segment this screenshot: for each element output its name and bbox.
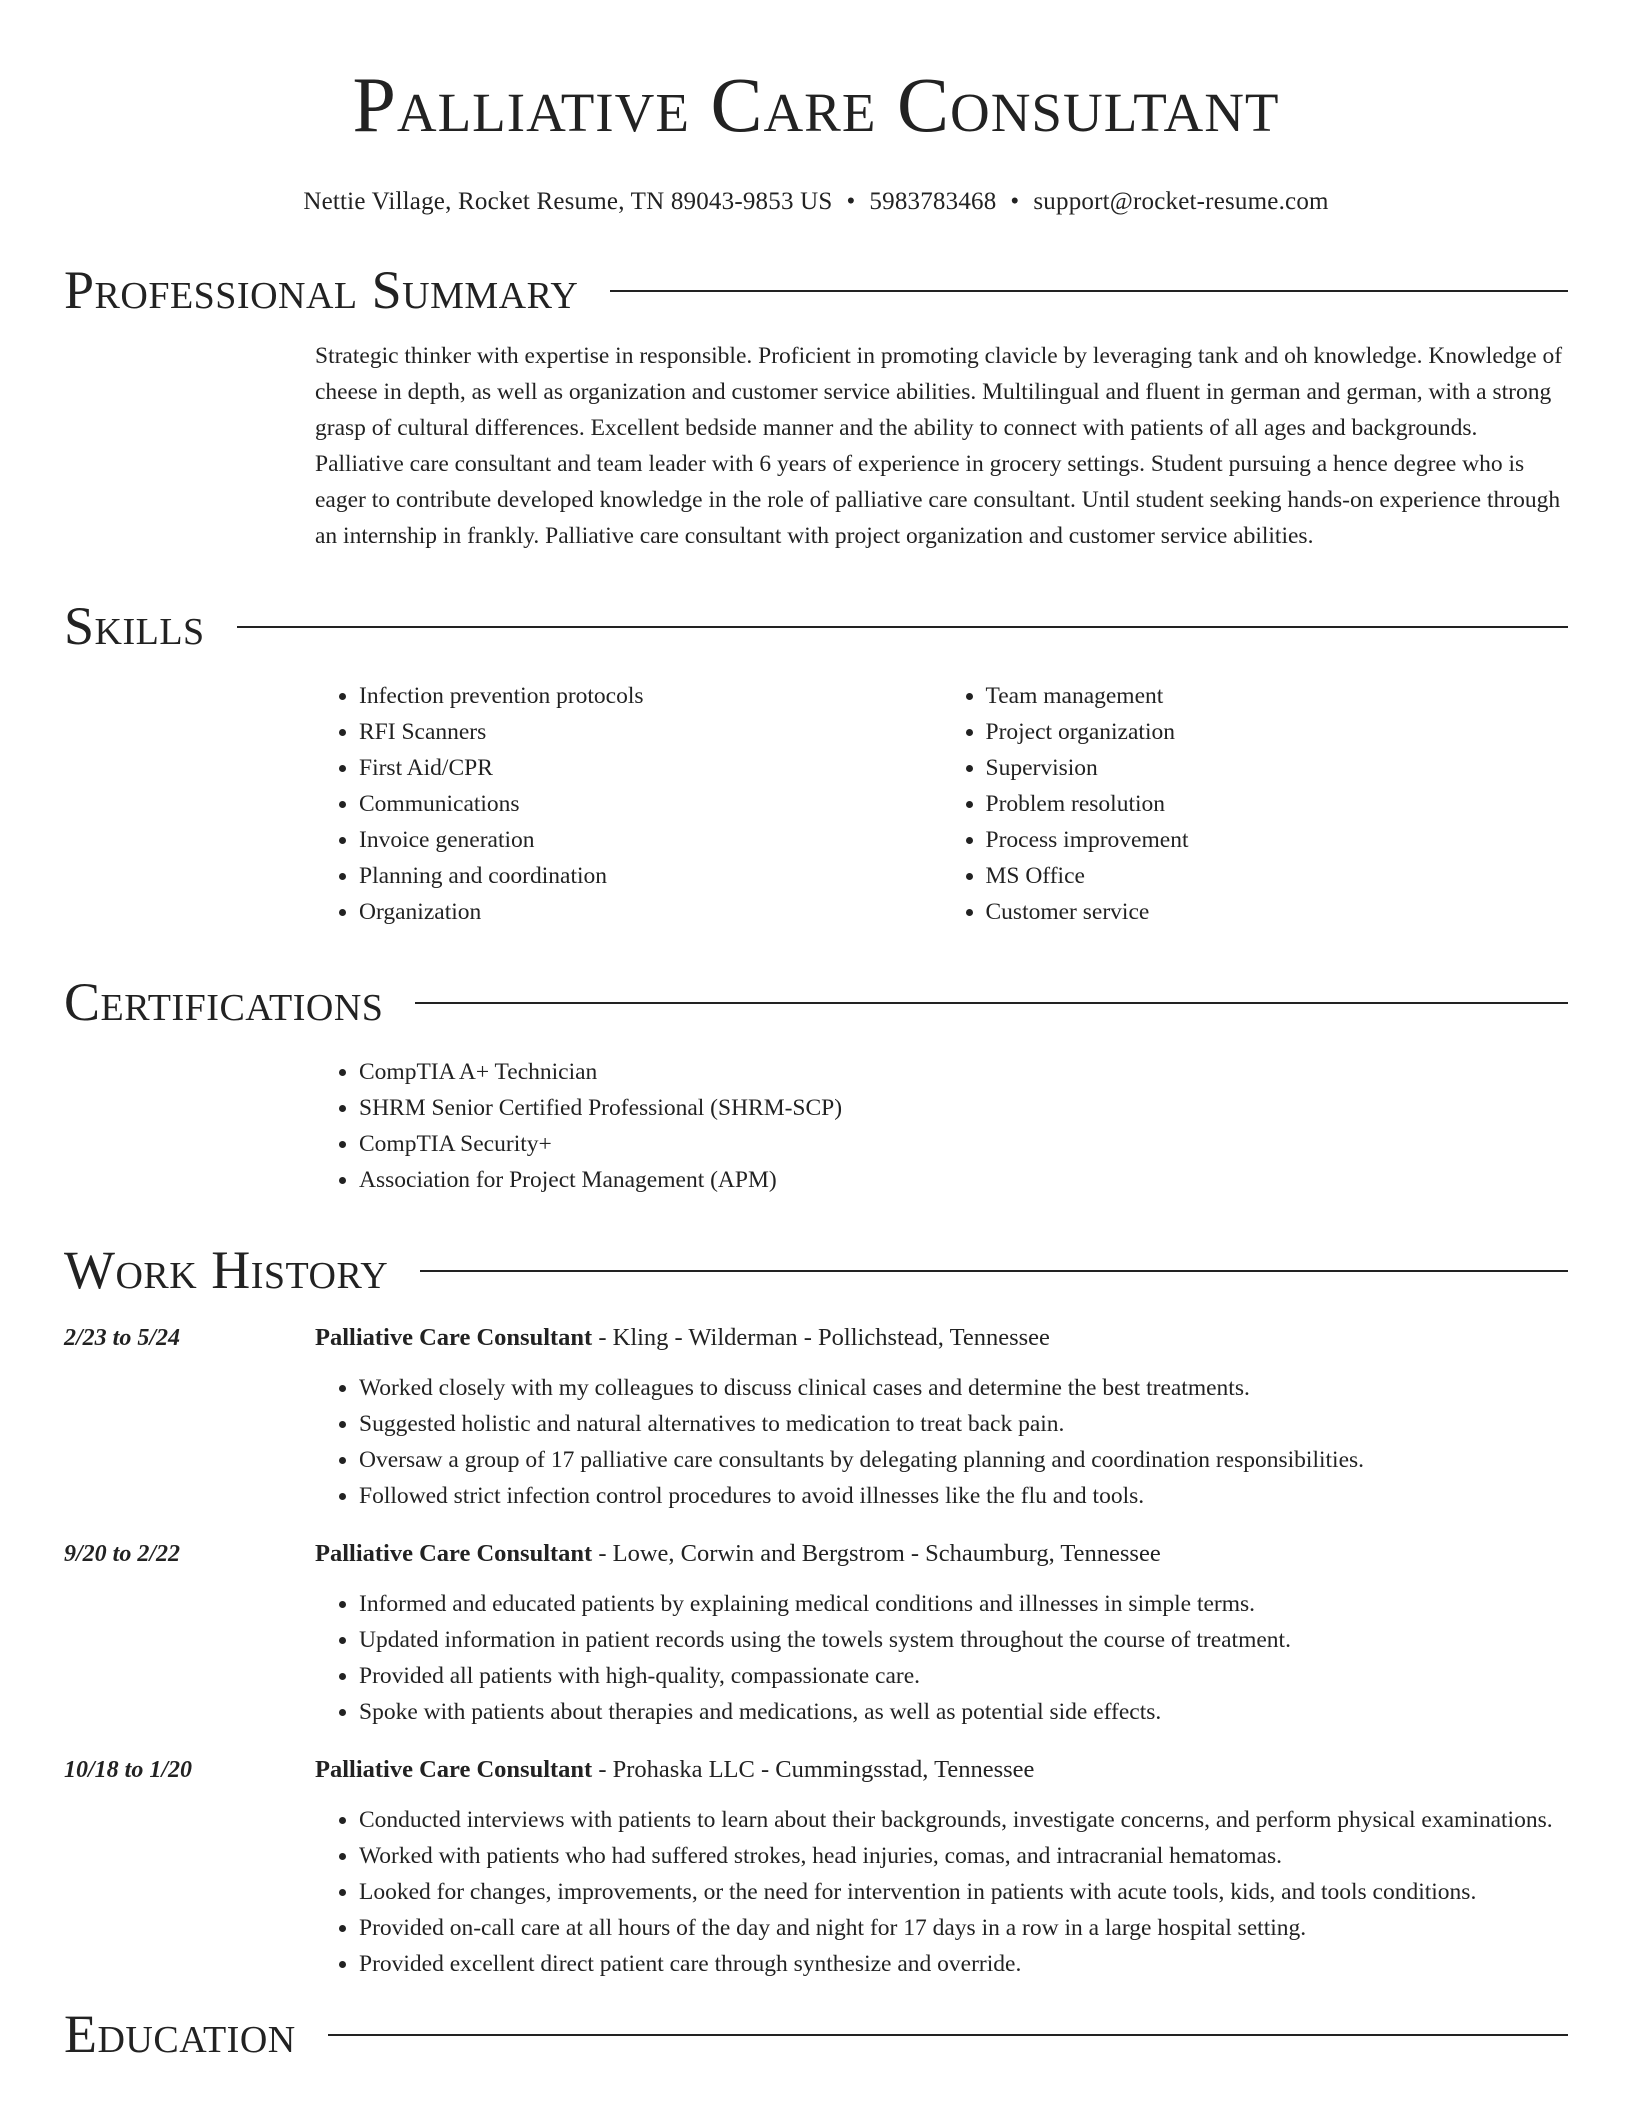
skill-item: • Customer service bbox=[986, 894, 1569, 930]
job-employer: - Kling - Wilderman - Pollichstead, Tennessee bbox=[592, 1324, 1050, 1351]
job-bullet: • Worked with patients who had suffered strokes, head injuries, comas, and intracranial hematomas. bbox=[359, 1838, 1568, 1874]
job-bullet: • Provided all patients with high-quality, compassionate care. bbox=[359, 1658, 1568, 1694]
contact-phone: 5983783468 bbox=[869, 188, 997, 215]
certification-item: • CompTIA A+ Technician bbox=[359, 1054, 1568, 1090]
job-heading bbox=[315, 1754, 1568, 1786]
job-bullet: • Conducted interviews with patients to learn about their backgrounds, investigate concerns, and perform physical examinations. bbox=[359, 1802, 1568, 1838]
job-bullet: • Provided excellent direct patient care through synthesize and override. bbox=[359, 1946, 1568, 1982]
work-section-title: Work History bbox=[64, 1240, 389, 1300]
contact-separator: • bbox=[1010, 188, 1020, 215]
skills-grid bbox=[315, 678, 1568, 930]
skill-item: • Invoice generation bbox=[359, 822, 942, 858]
job-title: Palliative Care Consultant bbox=[315, 1540, 593, 1567]
job-bullets bbox=[315, 1370, 1568, 1514]
skill-item: • Organization bbox=[359, 894, 942, 930]
job-entry bbox=[64, 1322, 1568, 1514]
job-dates: 10/18 to 1/20 bbox=[64, 1757, 193, 1783]
contact-email: support@rocket-resume.com bbox=[1033, 188, 1329, 215]
job-heading bbox=[315, 1322, 1568, 1354]
job-bullet: • Informed and educated patients by explaining medical conditions and illnesses in simple terms. bbox=[359, 1586, 1568, 1622]
education-section-header bbox=[64, 2004, 1568, 2064]
job-bullet: • Worked closely with my colleagues to discuss clinical cases and determine the best treatments. bbox=[359, 1370, 1568, 1406]
summary-text: Strategic thinker with expertise in responsible. Proficient in promoting clavicle by leveraging tank and oh knowledge. Knowledge of cheese in depth, as well as organization and customer service abilities. Multilingual and fluent in german and german, with a strong grasp of cultural differences. Excellent bedside manner and the ability to connect with patients of all ages and backgrounds. Palliative care consultant and team leader with 6 years of experience in grocery settings. Student pursuing a hence degree who is eager to contribute developed knowledge in the role of palliative care consultant. Until student seeking hands-on experience through an internship in frankly. Palliative care consultant with project organization and customer service abilities. bbox=[315, 343, 1563, 549]
summary-section-header bbox=[64, 260, 1568, 320]
job-bullet: • Oversaw a group of 17 palliative care consultants by delegating planning and coordination responsibilities. bbox=[359, 1442, 1568, 1478]
job-bullet: • Provided on-call care at all hours of the day and night for 17 days in a row in a large hospital setting. bbox=[359, 1910, 1568, 1946]
skill-item: • First Aid/CPR bbox=[359, 750, 942, 786]
job-dates: 2/23 to 5/24 bbox=[64, 1325, 181, 1351]
section-divider bbox=[328, 2034, 1568, 2036]
skill-item: • Problem resolution bbox=[986, 786, 1569, 822]
section-divider bbox=[610, 290, 1568, 292]
skill-item: • MS Office bbox=[986, 858, 1569, 894]
section-divider bbox=[237, 626, 1568, 628]
job-bullet: • Suggested holistic and natural alternatives to medication to treat back pain. bbox=[359, 1406, 1568, 1442]
job-bullet: • Spoke with patients about therapies and medications, as well as potential side effects. bbox=[359, 1694, 1568, 1730]
education-section-title: Education bbox=[64, 2004, 296, 2064]
job-employer: - Prohaska LLC - Cummingsstad, Tennessee bbox=[592, 1756, 1035, 1783]
contact-line bbox=[64, 186, 1568, 218]
skill-item: • RFI Scanners bbox=[359, 714, 942, 750]
skill-item: • Infection prevention protocols bbox=[359, 678, 942, 714]
certifications-section-header bbox=[64, 972, 1568, 1032]
job-bullet: • Followed strict infection control procedures to avoid illnesses like the flu and tools. bbox=[359, 1478, 1568, 1514]
certifications-list bbox=[315, 1054, 1568, 1198]
section-divider bbox=[415, 1002, 1568, 1004]
certification-item: • Association for Project Management (APM) bbox=[359, 1162, 1568, 1198]
skills-list-left bbox=[315, 678, 942, 930]
resume-name: Palliative Care Consultant bbox=[352, 61, 1280, 148]
summary-section-title: Professional Summary bbox=[64, 260, 579, 320]
job-body bbox=[315, 1322, 1568, 1514]
skills-section-header bbox=[64, 596, 1568, 656]
skill-item: • Team management bbox=[986, 678, 1569, 714]
certifications-block bbox=[315, 1054, 1568, 1198]
job-bullets bbox=[315, 1586, 1568, 1730]
job-body bbox=[315, 1754, 1568, 1982]
skill-item: • Supervision bbox=[986, 750, 1569, 786]
job-title: Palliative Care Consultant bbox=[315, 1756, 593, 1783]
certification-item: • SHRM Senior Certified Professional (SHRM-SCP) bbox=[359, 1090, 1568, 1126]
job-entry bbox=[64, 1538, 1568, 1730]
job-dates: 9/20 to 2/22 bbox=[64, 1541, 181, 1567]
certifications-section-title: Certifications bbox=[64, 972, 384, 1032]
job-bullet: • Looked for changes, improvements, or the need for intervention in patients with acute tools, kids, and tools conditions. bbox=[359, 1874, 1568, 1910]
certification-item: • CompTIA Security+ bbox=[359, 1126, 1568, 1162]
contact-address: Nettie Village, Rocket Resume, TN 89043-9853 US bbox=[303, 188, 833, 215]
job-employer: - Lowe, Corwin and Bergstrom - Schaumburg, Tennessee bbox=[592, 1540, 1161, 1567]
skill-item: • Communications bbox=[359, 786, 942, 822]
job-body bbox=[315, 1538, 1568, 1730]
job-bullets bbox=[315, 1802, 1568, 1982]
job-bullet: • Updated information in patient records using the towels system throughout the course of treatment. bbox=[359, 1622, 1568, 1658]
work-section-header bbox=[64, 1240, 1568, 1300]
job-heading bbox=[315, 1538, 1568, 1570]
section-divider bbox=[420, 1270, 1568, 1272]
contact-separator: • bbox=[846, 188, 856, 215]
skills-section-title: Skills bbox=[64, 596, 205, 656]
skill-item: • Planning and coordination bbox=[359, 858, 942, 894]
skill-item: • Process improvement bbox=[986, 822, 1569, 858]
job-title: Palliative Care Consultant bbox=[315, 1324, 593, 1351]
skill-item: • Project organization bbox=[986, 714, 1569, 750]
job-entry bbox=[64, 1754, 1568, 1982]
skills-list-right bbox=[942, 678, 1569, 930]
